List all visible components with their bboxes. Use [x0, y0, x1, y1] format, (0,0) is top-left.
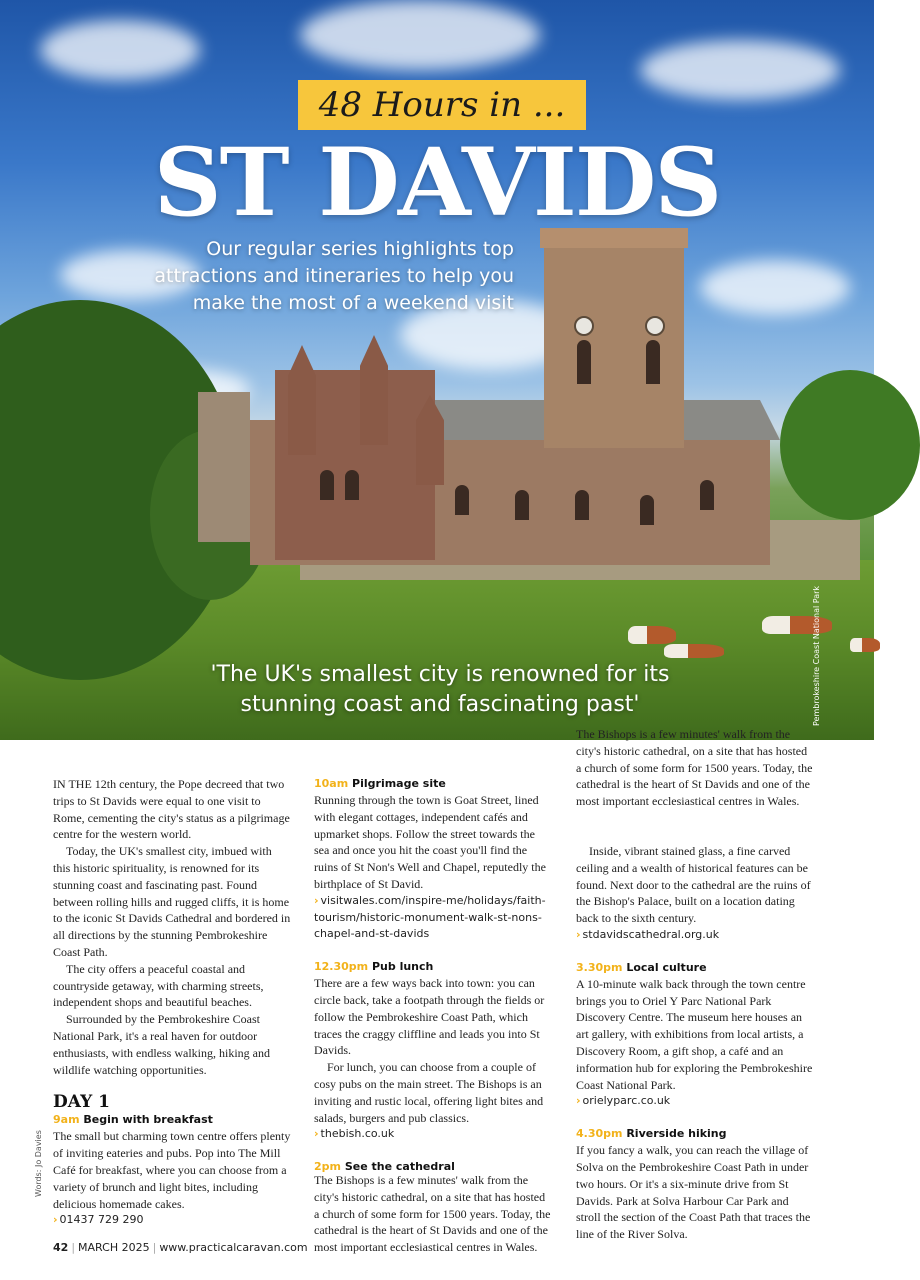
- continued-text-clip: [576, 727, 814, 843]
- cathedral-tower: [544, 238, 684, 448]
- standfirst: Our regular series highlights top attractions and itineraries to help you make the most of a weekend visit: [154, 238, 514, 314]
- cow: [762, 616, 832, 634]
- section-heading: [314, 776, 552, 792]
- section-time: 10am: [314, 777, 349, 790]
- footer-divider: |: [152, 1241, 157, 1254]
- body-paragraph: The small but charming town centre offers plenty of inviting eateries and pubs. Pop into The Mill Café for breakfast, where you can choose from a variety of brunch and light bites, including delicious homemade cakes.: [53, 1129, 291, 1211]
- continued-text: [314, 1172, 552, 1255]
- body-paragraph: A 10-minute walk back through the town centre brings you to Oriel Y Parc National Park Discovery Centre. The museum here houses an art gallery, with exhibitions from local artists, a Discovery Room, a gift shop, a café and an information hub for exploring the Pembrokeshire Coast National Park.: [576, 976, 813, 1092]
- photo-credit: Pembrokeshire Coast National Park: [812, 585, 821, 726]
- section-title: Pilgrimage site: [352, 777, 446, 790]
- section-heading: [53, 1112, 291, 1128]
- page-number: 42: [53, 1241, 69, 1254]
- spire: [360, 335, 388, 445]
- chevron-right-icon: ›: [314, 893, 319, 907]
- cloud: [300, 0, 540, 70]
- footer-divider: |: [71, 1241, 76, 1254]
- cathedral-window: [345, 470, 359, 500]
- section-heading: [576, 1126, 814, 1142]
- cow: [850, 638, 880, 652]
- cloud: [40, 20, 200, 80]
- section-title: Pub lunch: [371, 960, 434, 974]
- tree: [780, 370, 920, 520]
- web-link-text[interactable]: orielyparc.co.uk: [582, 1094, 671, 1108]
- section-title: Begin with breakfast: [83, 1113, 213, 1127]
- body-paragraph: There are a few ways back into town: you can circle back, take a footpath through the fields or follow the Pembrokeshire Coast Path, which traces the craggy cliffline and leads you into St Davids.: [314, 976, 545, 1058]
- series-banner-text: 48 Hours in ...: [318, 85, 566, 125]
- cathedral-window: [515, 490, 529, 520]
- page-title: ST DAVIDS: [153, 128, 721, 238]
- body-paragraph: Inside, vibrant stained glass, a fine carved ceiling and a wealth of historical features can be found. Next door to the cathedral are the ruins of the Bishop's Palace, built on a location dating back to the sixth century.: [576, 844, 811, 926]
- tower-window: [577, 340, 591, 384]
- section-title: See the cathedral: [344, 1160, 455, 1174]
- body-paragraph: Running through the town is Goat Street, lined with elegant cottages, independent cafés and upmarket shops. Follow the street towards the sea and once you hit the coast you'll find the ruins of St Non's Well and Chapel, reputedly the birthplace of St David.: [314, 793, 546, 891]
- page-footer: [53, 1241, 308, 1254]
- section-title: Local culture: [626, 960, 707, 974]
- cathedral-window: [700, 480, 714, 510]
- web-link[interactable]: [576, 927, 814, 944]
- phone-number[interactable]: 01437 729 290: [59, 1213, 144, 1227]
- body-paragraph: If you fancy a walk, you can reach the village of Solva on the Pembrokeshire Coast Path in under two hours. Or it's a six-minute drive from St Davids. Park at Solva Harbour Car Park and stroll the section of the Coast Path that traces the line of the River Solva.: [576, 1143, 811, 1242]
- web-link-text[interactable]: thebish.co.uk: [320, 1127, 395, 1141]
- pull-quote: 'The UK's smallest city is renowned for its stunning coast and fascinating past': [210, 662, 670, 717]
- tower-window: [646, 340, 660, 384]
- section-time: 4.30pm: [576, 1127, 623, 1141]
- section-heading: [576, 960, 814, 976]
- chevron-right-icon: ›: [314, 1127, 319, 1141]
- section-time: 12.30pm: [314, 960, 369, 974]
- article-column-1: [53, 776, 291, 1229]
- cloud: [700, 260, 850, 315]
- issue-date: MARCH 2025: [78, 1241, 150, 1254]
- web-link-text[interactable]: stdavidscathedral.org.uk: [582, 927, 720, 941]
- body-paragraph: Surrounded by the Pembrokeshire Coast National Park, it's a real haven for outdoor enthusiasts, with endless walking, hiking and wildlife watching opportunities.: [53, 1012, 270, 1077]
- contact-link[interactable]: [53, 1212, 291, 1229]
- cathedral-window: [575, 490, 589, 520]
- section-title: Riverside hiking: [626, 1127, 727, 1141]
- cathedral-window: [640, 495, 654, 525]
- body-paragraph: The Bishops is a few minutes' walk from the city's historic cathedral, on a site that has hosted a church of some form for 1500 years. Today, the cathedral is the heart of St Davids and one of the most important ecclesiastical centres in Wales.: [314, 1173, 551, 1255]
- ruined-tower: [198, 392, 250, 542]
- section-time: 9am: [53, 1113, 80, 1127]
- cathedral-window: [455, 485, 469, 515]
- web-link[interactable]: [314, 1126, 552, 1143]
- web-link[interactable]: [314, 893, 552, 943]
- day-heading: DAY 1: [53, 1092, 110, 1113]
- section-heading: [314, 959, 552, 975]
- web-link-text[interactable]: visitwales.com/inspire-me/holidays/faith-tourism/historic-monument-walk-st-nons-chapel-and-st-davids: [314, 893, 546, 941]
- body-paragraph: Today, the UK's smallest city, imbued with this historic spirituality, is renowned for its stunning coast and fascinating past. Found between rolling hills and rugged cliffs, it is home to the iconic St Davids Cathedral and bordered in all directions by the stunning Pembrokeshire Coast Path.: [53, 844, 291, 959]
- cloud: [640, 40, 840, 100]
- spire: [288, 345, 316, 455]
- words-credit: Words: Jo Davies: [34, 1130, 43, 1197]
- cow: [664, 644, 724, 658]
- web-link[interactable]: [576, 1093, 814, 1110]
- clock-icon: [574, 316, 594, 336]
- cow: [628, 626, 676, 644]
- article-column-2: [314, 776, 552, 1175]
- chevron-right-icon: ›: [576, 927, 581, 941]
- body-paragraph: For lunch, you can choose from a couple of cosy pubs on the main street. The Bishops is an inviting and rustic local, offering light bites and salads, burgers and pub classics.: [314, 1060, 544, 1125]
- clock-icon: [645, 316, 665, 336]
- website-link[interactable]: www.practicalcaravan.com: [159, 1241, 308, 1254]
- cathedral-window: [320, 470, 334, 500]
- chevron-right-icon: ›: [576, 1094, 581, 1108]
- chevron-right-icon: ›: [53, 1213, 58, 1227]
- section-time: 3.30pm: [576, 960, 623, 974]
- article-column-3: [576, 727, 814, 1243]
- body-paragraph: The city offers a peaceful coastal and countryside getaway, with charming streets, independent shops and beautiful beaches.: [53, 961, 264, 1010]
- section-time: 2pm: [314, 1160, 341, 1174]
- body-paragraph: IN THE 12th century, the Pope decreed that two trips to St Davids were equal to one visit to Rome, cementing the city's status as a pilgrimage centre for the western world.: [53, 777, 290, 842]
- body-paragraph: The Bishops is a few minutes' walk from the city's historic cathedral, on a site that has hosted a church of some form for 1500 years. Today, the cathedral is the heart of St Davids and one of the most important ecclesiastical centres in Wales.: [576, 727, 813, 809]
